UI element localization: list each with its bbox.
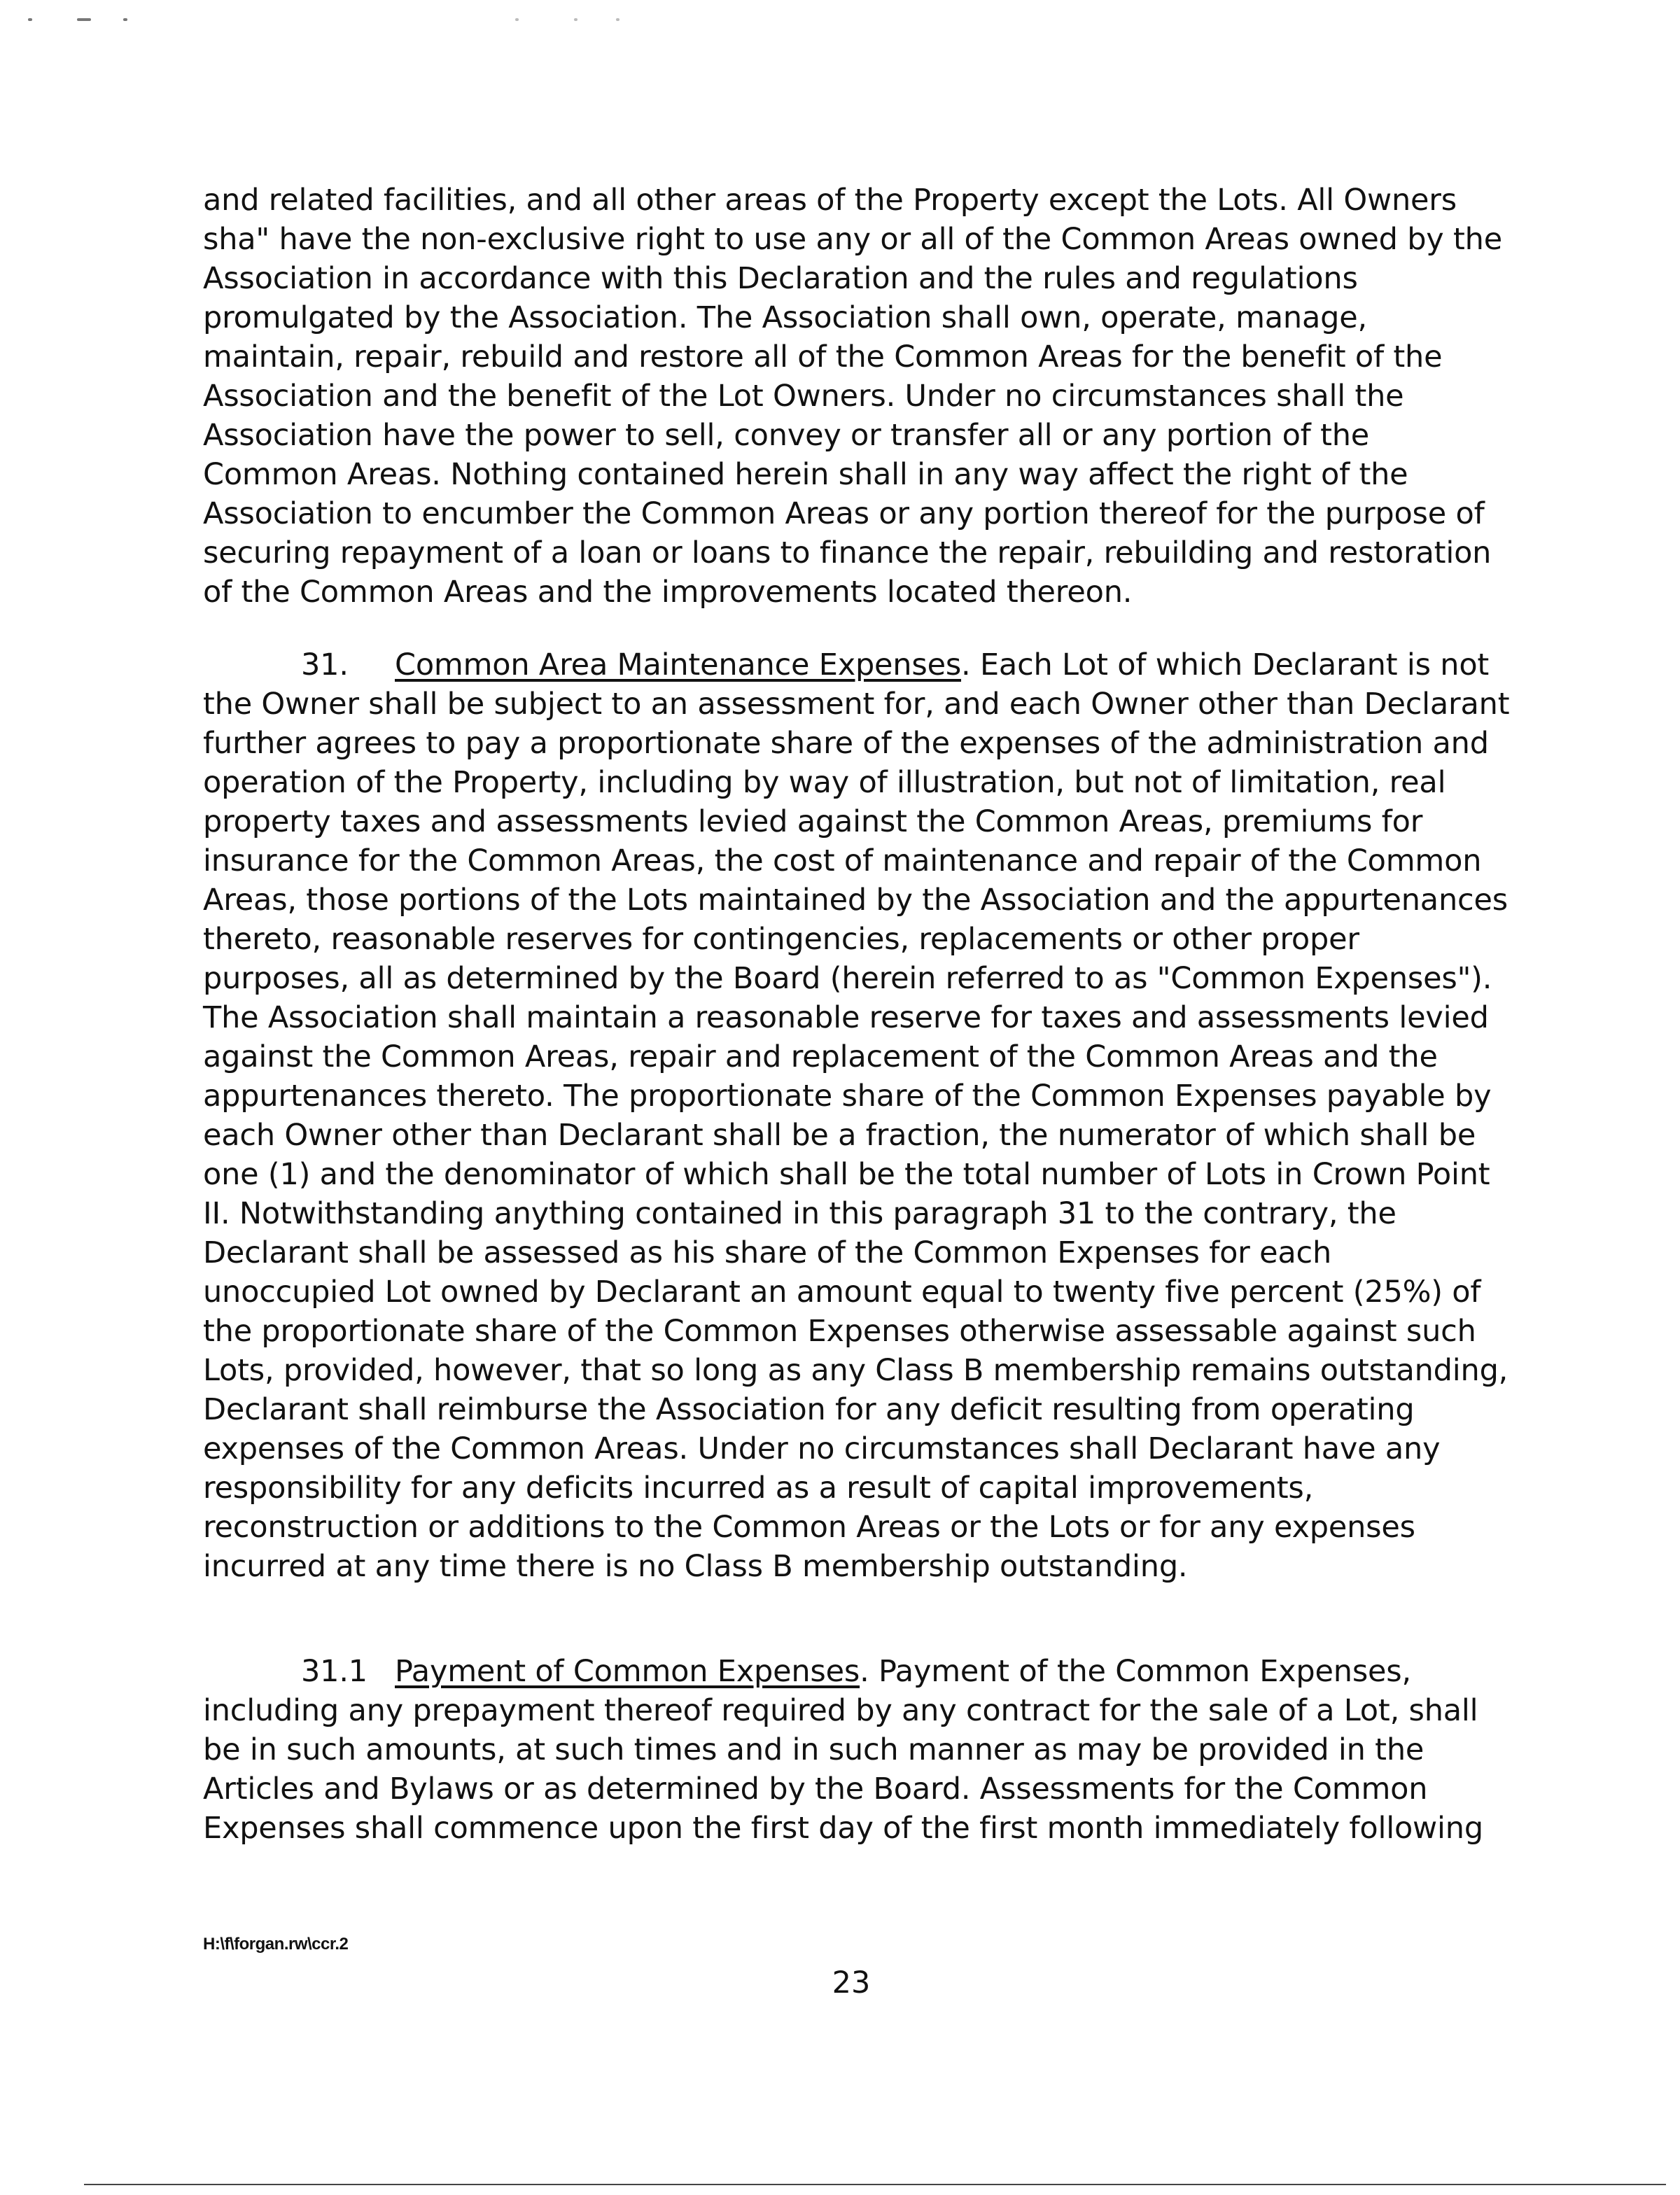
section-heading-punct: .: [961, 647, 971, 682]
section-body: Each Lot of which Declarant is not the Owner shall be subject to an assessment for, and each Owner other than Declarant further agrees to pay a proportionate share of the expenses of the administration and operation of the Property, including by way of illustration, but not of limitation, real property taxes and assessments levied against the Common Areas, premiums for insurance for the Common Areas, the cost of maintenance and repair of the Common Areas, those portions of the Lots maintained by the Association and the appurtenances thereto, reasonable reserves for contingencies, replacements or other proper purposes, all as determined by the Board (herein referred to as "Common Expenses"). The Association shall maintain a reasonable reserve for taxes and assessments levied against the Common Areas, repair and replacement of the Common Areas and the appurtenances thereto. The proportionate share of the Common Expenses payable by each Owner other than Declarant shall be a fraction, the numerator of which shall be one (1) and the denominator of which shall be the total number of Lots in Crown Point II. Notwithstanding anything contained in this paragraph 31 to the contrary, the Declarant shall be assessed as his share of the Common Expenses for each unoccupied Lot owned by Declarant an amount equal to twenty five percent (25%) of the proportionate share of the Common Expenses otherwise assessable against such Lots, provided, however, that so long as any Class B membership remains outstanding, Declarant shall reimburse the Association for any deficit resulting from operating expenses of the Common Areas. Under no circumstances shall Declarant have any responsibility for any deficits incurred as a result of capital improvements, reconstruction or additions to the Common Areas or the Lots or for any expenses incurred at any time there is no Class B membership outstanding.: [203, 647, 1510, 1584]
section-heading: Payment of Common Expenses: [395, 1654, 860, 1689]
paragraph-intro: and related facilities, and all other areas of the Property except the Lots. All Owners sha" have the non-exclusive right to use any or all of the Common Areas owned by the Association in accordance with this Declaration and the rules and regulations promulgated by the Association. The Association shall own, operate, manage, maintain, repair, rebuild and restore all of the Common Areas for the benefit of the Association and the benefit of the Lot Owners. Under no circumstances shall the Association have the power to sell, convey or transfer all or any portion of the Common Areas. Nothing contained herein shall in any way affect the right of the Association to encumber the Common Areas or any portion thereof for the purpose of securing repayment of a loan or loans to finance the repair, rebuilding and restoration of the Common Areas and the improvements located thereon.: [203, 183, 1502, 610]
scan-bottom-rule: [84, 2184, 1666, 2185]
section-heading: Common Area Maintenance Expenses: [395, 647, 962, 682]
page-number: 23: [832, 1965, 871, 2000]
scan-speck: [123, 18, 127, 21]
paragraph-section-31-1: [203, 1652, 1512, 1848]
section-number: 31.1: [301, 1654, 368, 1689]
section-heading-punct: .: [860, 1654, 869, 1689]
scan-speck: [616, 18, 620, 21]
paragraph-section-31: [203, 645, 1512, 1586]
section-body: Payment of the Common Expenses, including any prepayment thereof required by any contract for the sale of a Lot, shall be in such amounts, at such times and in such manner as may be provided in the Articles and Bylaws or as determined by the Board. Assessments for the Common Expenses shall commence upon the first day of the first month immediately following: [203, 1654, 1483, 1846]
scan-speck: [77, 18, 91, 21]
section-number: 31.: [301, 647, 349, 682]
scan-speck: [515, 18, 519, 21]
scan-speck: [28, 18, 32, 21]
scan-speck: [574, 18, 578, 21]
footer-file-path: H:\f\forgan.rw\ccr.2: [203, 1935, 349, 1954]
